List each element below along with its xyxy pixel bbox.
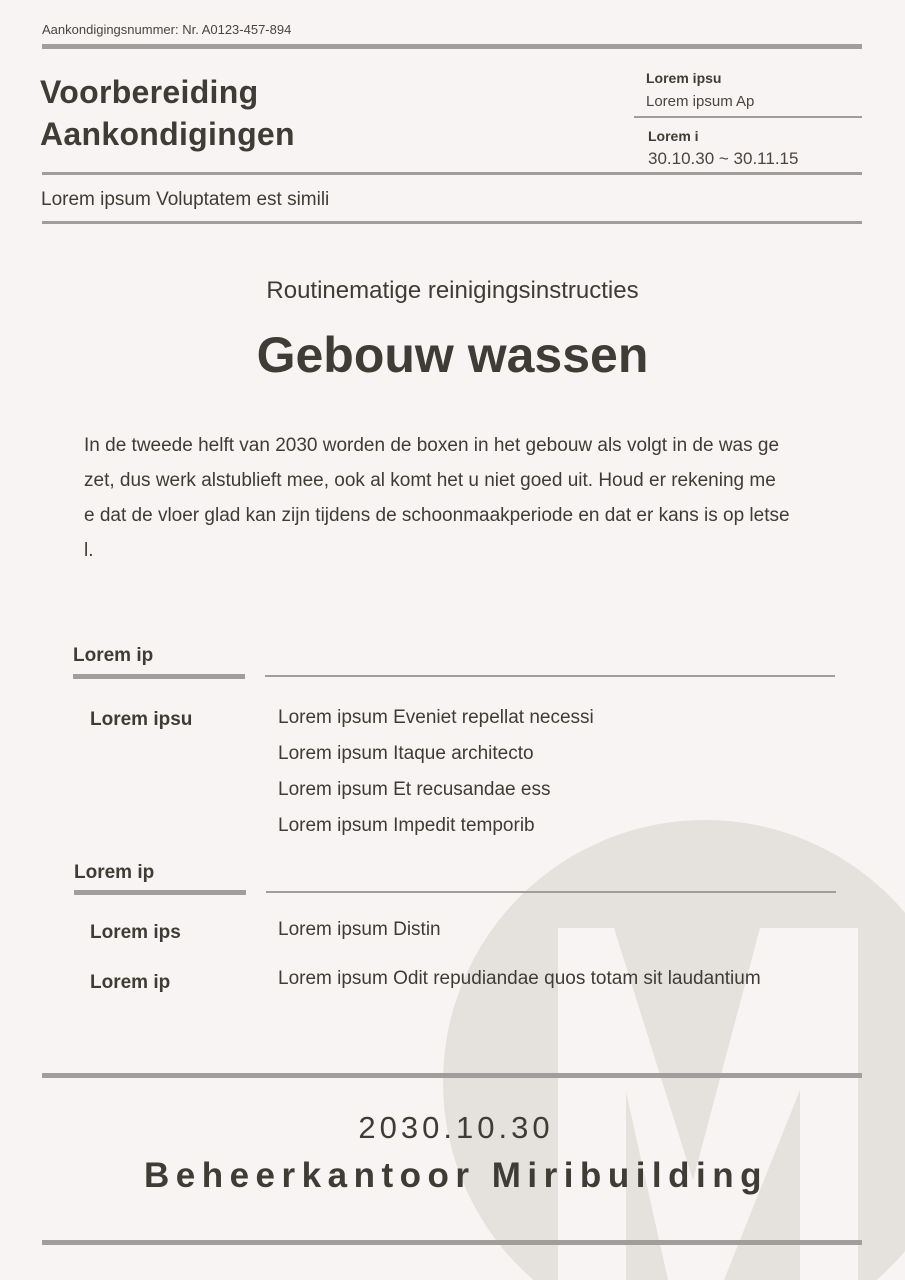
row-value: Lorem ipsum Et recusandae ess	[278, 779, 551, 800]
section-divider	[266, 891, 836, 893]
section-heading-rule	[73, 674, 245, 679]
section-divider	[265, 675, 835, 677]
row-label: Lorem ip	[90, 972, 171, 993]
row-value: Lorem ipsum Odit repudiandae quos totam sit laudantium	[278, 968, 761, 989]
section-heading: Lorem ip	[73, 645, 154, 666]
header-bottom-rule	[42, 221, 862, 224]
body-line: In de tweede helft van 2030 worden de boxen in het gebouw als volgt in de was ge	[84, 435, 780, 456]
info-label-2: Lorem i	[648, 128, 699, 144]
notice-headline: Gebouw wassen	[256, 327, 649, 383]
row-label: Lorem ips	[90, 922, 181, 943]
row-label: Lorem ipsu	[90, 709, 193, 730]
footer-top-rule	[42, 1073, 862, 1078]
row-value: Lorem ipsum Eveniet repellat necessi	[278, 707, 594, 728]
notice-kicker: Routinematige reinigingsinstructies	[266, 277, 639, 304]
body-line: zet, dus werk alstublieft mee, ook al komt het u niet goed uit. Houd er rekening me	[84, 470, 776, 491]
page-title	[40, 71, 295, 155]
notice-number: Aankondigingsnummer: Nr. A0123-457-894	[42, 22, 292, 37]
header-middle-rule	[42, 172, 862, 175]
section-heading-rule	[74, 890, 246, 895]
info-divider	[634, 116, 862, 118]
page-title-line-2: Aankondigingen	[40, 116, 295, 152]
row-value: Lorem ipsum Distin	[278, 919, 441, 940]
info-value-1: Lorem ipsum Ap	[646, 93, 755, 110]
body-line: l.	[84, 540, 94, 561]
notice-body	[84, 428, 844, 568]
info-value-2: 30.10.30 ~ 30.11.15	[648, 149, 799, 168]
header-top-rule	[42, 44, 862, 49]
footer-bottom-rule	[42, 1240, 862, 1245]
section-heading: Lorem ip	[74, 862, 155, 883]
row-value: Lorem ipsum Itaque architecto	[278, 743, 534, 764]
footer-date: 2030.10.30	[358, 1110, 554, 1145]
row-value: Lorem ipsum Impedit temporib	[278, 815, 535, 836]
info-label-1: Lorem ipsu	[646, 70, 722, 86]
footer-organization: Beheerkantoor Miribuilding	[143, 1156, 769, 1195]
page-title-line-1: Voorbereiding	[40, 74, 259, 110]
header-subtitle: Lorem ipsum Voluptatem est simili	[41, 189, 330, 210]
body-line: e dat de vloer glad kan zijn tijdens de schoonmaakperiode en dat er kans is op letse	[84, 505, 790, 526]
